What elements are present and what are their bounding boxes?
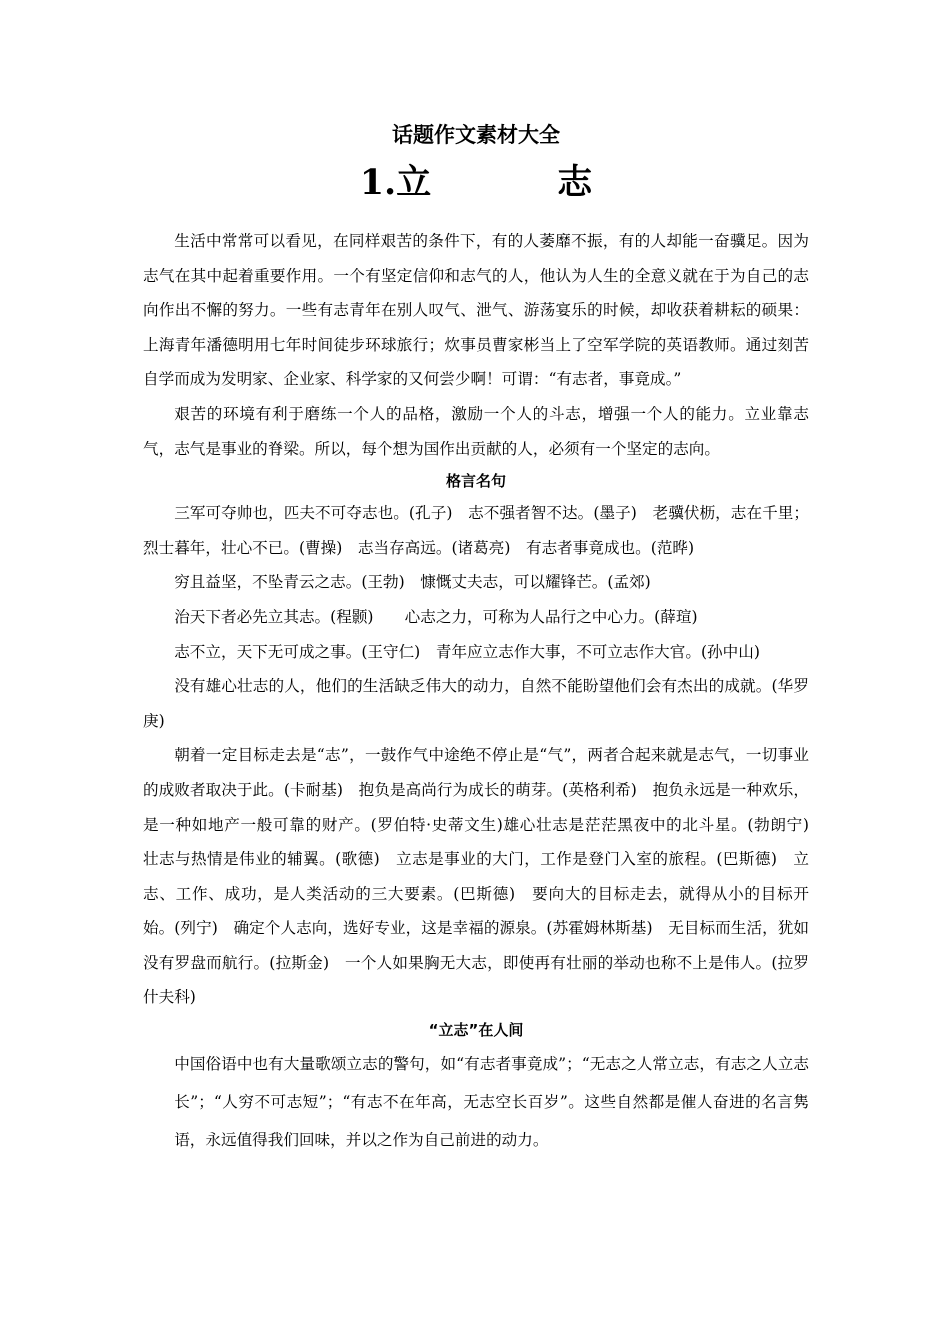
quotes-section-heading: 格言名句 (445, 472, 506, 491)
chapter-char-2: 志 (557, 162, 593, 203)
document-page (143, 118, 825, 1159)
intro-paragraph-2: 艰苦的环境有利于磨练一个人的品格，激励一个人的斗志，增强一个人的能力。立业靠志气，志气是事业的脊梁。所以，每个想为国作出贡献的人，必须有一个坚定的志向。 (143, 404, 809, 458)
chapter-number: 1. (359, 162, 397, 203)
quotes-line-2: 穷且益坚，不坠青云之志。(王勃) 慷慨丈夫志，可以耀锋芒。(孟郊) (174, 573, 651, 592)
quotes-paragraph-6: 朝着一定目标走去是“志”，一鼓作气中途绝不停止是“气”，两者合起来就是志气，一切事业的成败者取决于此。(卡耐基) 抱负是高尚行为成长的萌芽。(英格利希) 抱负永远是一种欢乐，是一种如地产一般可靠的财产。(罗伯特·史蒂文生)雄心壮志是茫茫黑夜中的北斗星。(勃朗宁) 壮志与热情是伟业的辅翼。(歌德) 立志是事业的大门，工作是登门入室的旅程。(巴斯德) 立志、工作、成功，是人类活动的三大要素。(巴斯德) 要向大的目标走去，就得从小的目标开始。(列宁) 确定个人志向，选好专业，这是幸福的源泉。(苏霍姆林斯基) 无目标而生活，犹如没有罗盘而航行。(拉斯金) 一个人如果胸无大志，即使再有壮丽的举动也称不上是伟人。(拉罗什夫科) (143, 746, 825, 1007)
quotes-paragraph-1: 三军可夺帅也，匹夫不可夺志也。(孔子) 志不强者智不达。(墨子) 老骥伏枥，志在千里；烈士暮年，壮心不已。(曹操) 志当存高远。(诸葛亮) 有志者事竟成也。(范晔) (143, 504, 809, 557)
quotes-line-4: 志不立，天下无可成之事。(王守仁) 青年应立志作大事，不可立志作大官。(孙中山) (174, 642, 760, 661)
quotes-paragraph-5: 没有雄心壮志的人，他们的生活缺乏伟大的动力，自然不能盼望他们会有杰出的成就。(华罗庚) (143, 677, 809, 730)
chapter-char-1: 立 (396, 162, 432, 203)
folk-paragraph-1: 中国俗语中也有大量歌颂立志的警句，如“有志者事竟成”；“无志之人常立志，有志之人立志长”；“人穷不可志短”；“有志不在年高，无志空长百岁”。这些自然都是催人奋进的名言隽语，永远值得我们回味，并以之作为自己前进的动力。 (174, 1055, 809, 1150)
intro-paragraph-1: 生活中常常可以看见，在同样艰苦的条件下，有的人萎靡不振，有的人却能一奋骥足。因为志气在其中起着重要作用。一个有坚定信仰和志气的人，他认为人生的全意义就在于为自己的志向作出不懈的努力。一些有志青年在别人叹气、泄气、游荡宴乐的时候，却收获着耕耘的硕果：上海青年潘德明用七年时间徒步环球旅行；炊事员曹家彬当上了空军学院的英语教师。通过刻苦自学而成为发明家、企业家、科学家的又何尝少啊！可谓：“有志者，事竟成。” (143, 232, 809, 389)
chapter-title (143, 152, 809, 214)
document-title: 话题作文素材大全 (392, 123, 560, 147)
folk-section-heading: “立志”在人间 (428, 1021, 524, 1040)
quotes-line-3: 治天下者必先立其志。(程颢) 心志之力，可称为人品行之中心力。(薛瑄) (174, 607, 698, 626)
